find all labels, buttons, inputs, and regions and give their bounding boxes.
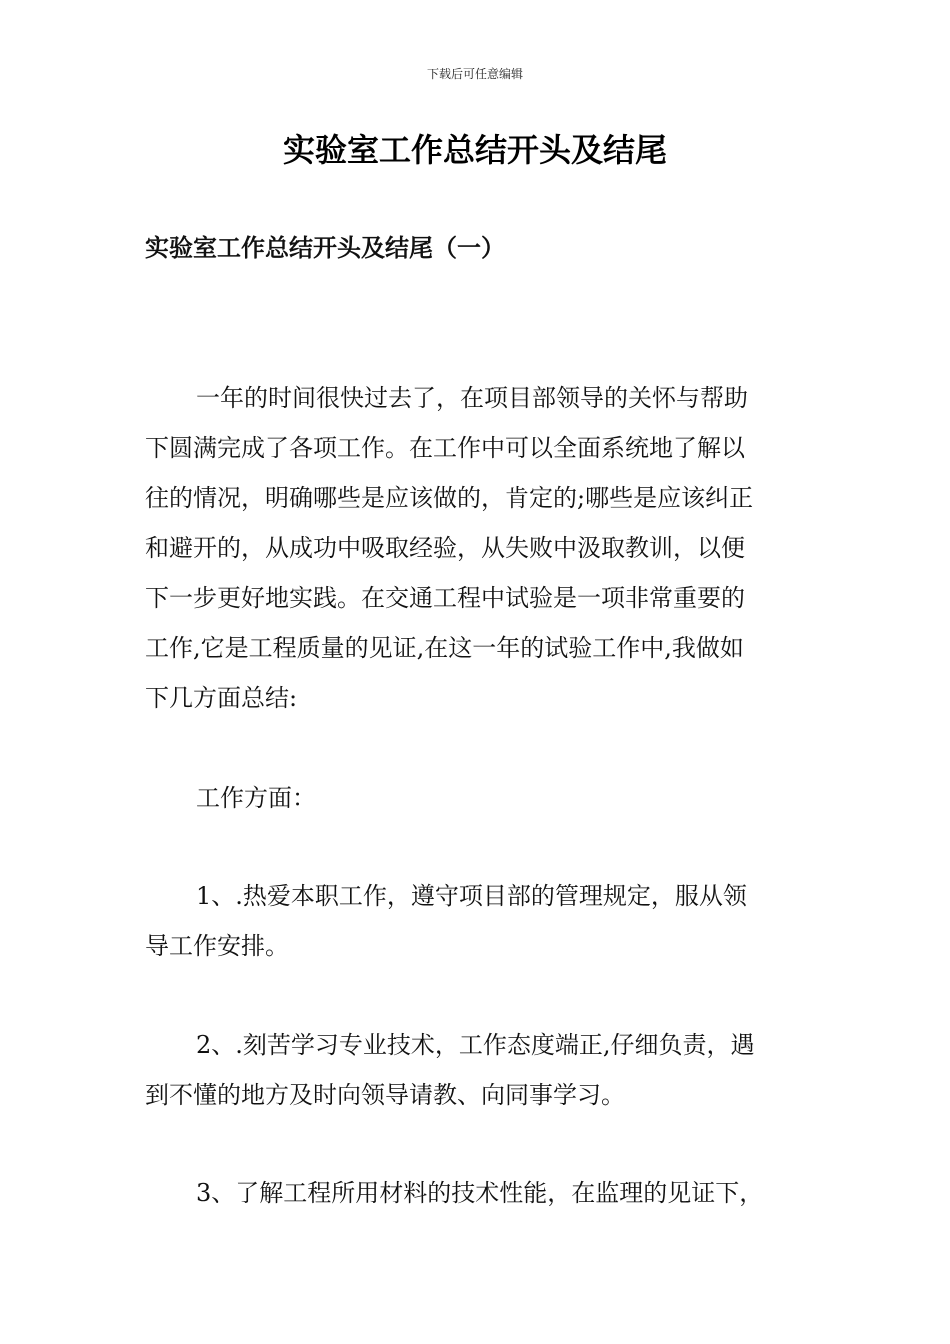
document-title: 实验室工作总结开头及结尾 [282,131,667,169]
paragraph-item-1 [145,871,807,971]
text-line: 下几方面总结: [145,684,298,712]
text-line: 导工作安排。 [145,932,289,960]
section-title: 实验室工作总结开头及结尾（一） [145,233,505,262]
text-line: 往的情况，明确哪些是应该做的，肯定的;哪些是应该纠正 [145,484,754,512]
text-line: 工作,它是工程质量的见证,在这一年的试验工作中,我做如 [145,634,744,662]
text-line: 工作方面： [196,784,316,812]
paragraph-item-2 [145,1020,807,1120]
text-line: 和避开的，从成功中吸取经验，从失败中汲取教训，以便 [145,534,745,562]
paragraph-work-heading [145,773,807,823]
paragraph-intro [145,373,807,723]
paragraph-item-3 [145,1168,807,1218]
text-line: 下圆满完成了各项工作。在工作中可以全面系统地了解以 [145,434,745,462]
text-line: 一年的时间很快过去了，在项目部领导的关怀与帮助 [196,384,748,412]
header-note: 下载后可任意编辑 [426,67,523,81]
text-line: 到不懂的地方及时向领导请教、向同事学习。 [145,1081,625,1109]
text-line: 2、.刻苦学习专业技术，工作态度端正,仔细负责，遇 [196,1031,755,1059]
text-line: 3、了解工程所用材料的技术性能，在监理的见证下， [196,1179,764,1207]
text-line: 下一步更好地实践。在交通工程中试验是一项非常重要的 [145,584,745,612]
text-line: 1、.热爱本职工作，遵守项目部的管理规定，服从领 [196,882,747,910]
